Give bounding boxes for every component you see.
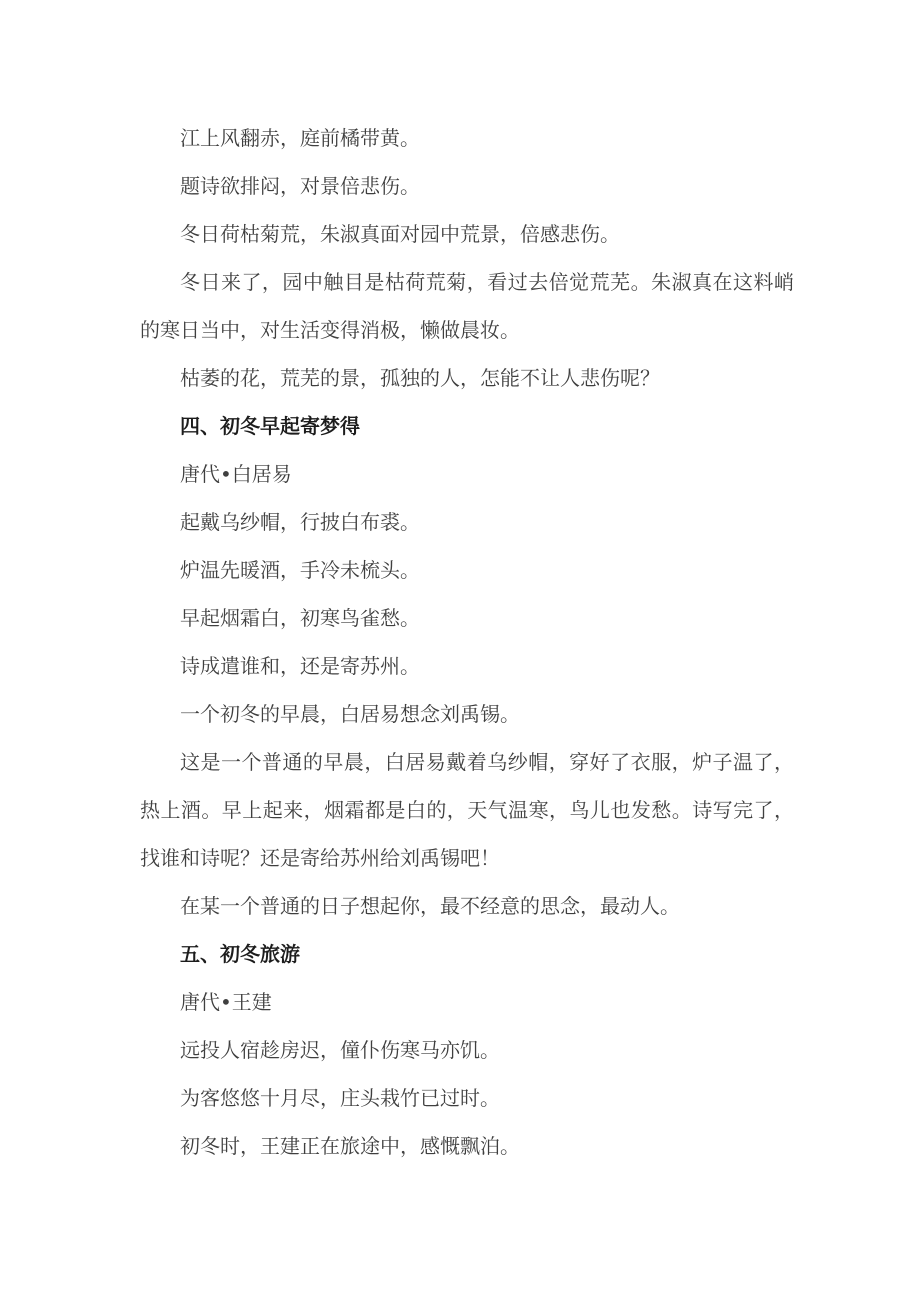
commentary-paragraph: 枯萎的花，荒芜的景，孤独的人，怎能不让人悲伤呢？ xyxy=(180,366,660,390)
commentary-paragraph: 初冬时，王建正在旅途中，感慨飘泊。 xyxy=(180,1134,520,1158)
section-heading: 五、初冬旅游 xyxy=(180,942,300,966)
poem-line: 诗成遣谁和，还是寄苏州。 xyxy=(180,654,420,678)
poet-attribution: 唐代•白居易 xyxy=(180,462,292,486)
commentary-paragraph: 在某一个普通的日子想起你，最不经意的思念，最动人。 xyxy=(180,894,680,918)
section-heading: 四、初冬早起寄梦得 xyxy=(180,414,360,438)
poem-line: 早起烟霜白，初寒鸟雀愁。 xyxy=(180,606,420,630)
poem-line: 江上风翻赤，庭前橘带黄。 xyxy=(180,126,420,150)
commentary-paragraph: 冬日来了，园中触目是枯荷荒菊，看过去倍觉荒芜。朱淑真在这料峭的寒日当中，对生活变得消极，懒做晨妆。 xyxy=(140,270,794,342)
poem-line: 题诗欲排闷，对景倍悲伤。 xyxy=(180,174,420,198)
poem-line: 炉温先暖酒，手冷未梳头。 xyxy=(180,558,420,582)
poem-line: 起戴乌纱帽，行披白布裘。 xyxy=(180,510,420,534)
poem-line: 远投人宿趁房迟，僮仆伤寒马亦饥。 xyxy=(180,1038,500,1062)
commentary-paragraph: 冬日荷枯菊荒，朱淑真面对园中荒景，倍感悲伤。 xyxy=(180,222,620,246)
poem-line: 为客悠悠十月尽，庄头栽竹已过时。 xyxy=(180,1086,500,1110)
commentary-paragraph: 这是一个普通的早晨，白居易戴着乌纱帽，穿好了衣服，炉子温了，热上酒。早上起来，烟霜都是白的，天气温寒，鸟儿也发愁。诗写完了，找谁和诗呢？还是寄给苏州给刘禹锡吧！ xyxy=(140,750,794,870)
commentary-paragraph: 一个初冬的早晨，白居易想念刘禹锡。 xyxy=(180,702,520,726)
poet-attribution: 唐代•王建 xyxy=(180,990,272,1014)
